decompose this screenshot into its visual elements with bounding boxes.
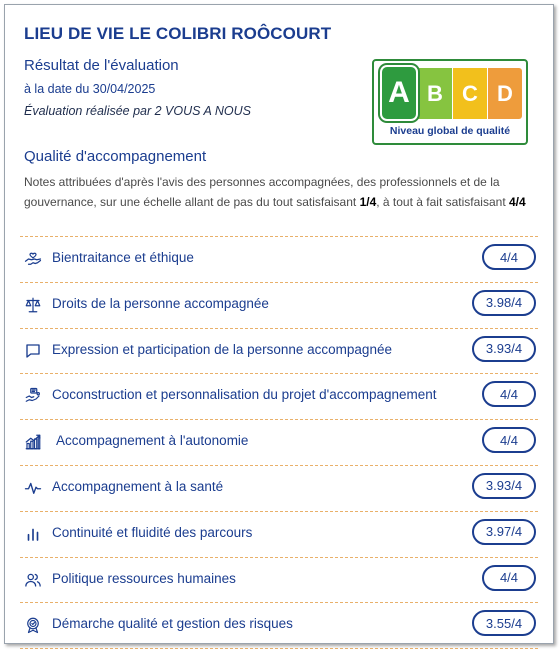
criteria-label: Accompagnement à la santé <box>52 478 224 494</box>
criteria-row <box>20 603 538 649</box>
criteria-score: 3.93/4 <box>472 336 536 362</box>
desc-text-2: , à tout à fait satisfaisant <box>376 195 509 209</box>
criteria-label: Politique ressources humaines <box>52 570 236 586</box>
criteria-label: Accompagnement à l'autonomie <box>56 433 249 449</box>
quality-section-title: Qualité d'accompagnement <box>24 148 207 165</box>
evaluation-date: à la date du 30/04/2025 <box>24 82 156 96</box>
criteria-row <box>20 283 538 329</box>
criteria-row <box>20 236 538 283</box>
criteria-row <box>20 558 538 604</box>
establishment-name: LIEU DE VIE LE COLIBRI ROÔCOURT <box>24 24 332 43</box>
grade-b: B <box>418 68 452 119</box>
criteria-row <box>20 466 538 512</box>
criteria-label: Droits de la personne accompagnée <box>52 295 269 311</box>
criteria-score: 3.93/4 <box>472 473 536 499</box>
criteria-score: 3.55/4 <box>472 610 536 636</box>
growth-chart-icon <box>24 433 42 451</box>
desc-min-score: 1/4 <box>359 195 377 209</box>
criteria-score: 4/4 <box>482 381 536 407</box>
scales-icon <box>24 296 42 314</box>
coconstruction-icon <box>24 387 42 405</box>
criteria-row <box>20 329 538 375</box>
grade-scale <box>378 65 524 121</box>
desc-max-score: 4/4 <box>509 195 526 209</box>
criteria-label: Démarche qualité et gestion des risques <box>52 616 293 632</box>
criteria-score: 3.98/4 <box>472 290 536 316</box>
criteria-score: 3.97/4 <box>472 519 536 545</box>
evaluation-section-title: Résultat de l'évaluation <box>24 57 179 74</box>
bar-chart-icon <box>24 525 42 543</box>
grade-c: C <box>453 68 487 119</box>
criteria-label: Bientraitance et éthique <box>52 250 194 265</box>
quality-level-label: Niveau global de qualité <box>389 125 511 137</box>
criteria-row <box>20 420 538 466</box>
handshake-heart-icon <box>24 250 42 268</box>
grade-d: D <box>488 68 522 119</box>
criteria-list <box>20 236 538 649</box>
speech-bubble-icon <box>24 342 42 360</box>
criteria-score: 4/4 <box>482 565 536 591</box>
criteria-row <box>20 374 538 420</box>
criteria-score: 4/4 <box>482 427 536 453</box>
quality-description <box>24 172 532 212</box>
heartbeat-icon <box>24 479 42 497</box>
people-icon <box>24 571 42 589</box>
grade-a-selected: A <box>380 65 418 121</box>
evaluation-by: Évaluation réalisée par 2 VOUS A NOUS <box>24 104 251 118</box>
criteria-row <box>20 512 538 558</box>
quality-level-badge <box>372 59 528 145</box>
criteria-label: Expression et participation de la personne accompagnée <box>52 341 392 357</box>
quality-badge-icon <box>24 616 42 634</box>
criteria-label: Continuité et fluidité des parcours <box>52 524 253 540</box>
criteria-score: 4/4 <box>482 244 536 270</box>
desc-text-1: Notes attribuées d'après l'avis des personnes accompagnées, des professionnels et de la gouvernance, sur une échelle allant de pas du tout satisfaisant <box>24 175 500 209</box>
criteria-label: Coconstruction et personnalisation du projet d'accompagnement <box>52 387 437 403</box>
